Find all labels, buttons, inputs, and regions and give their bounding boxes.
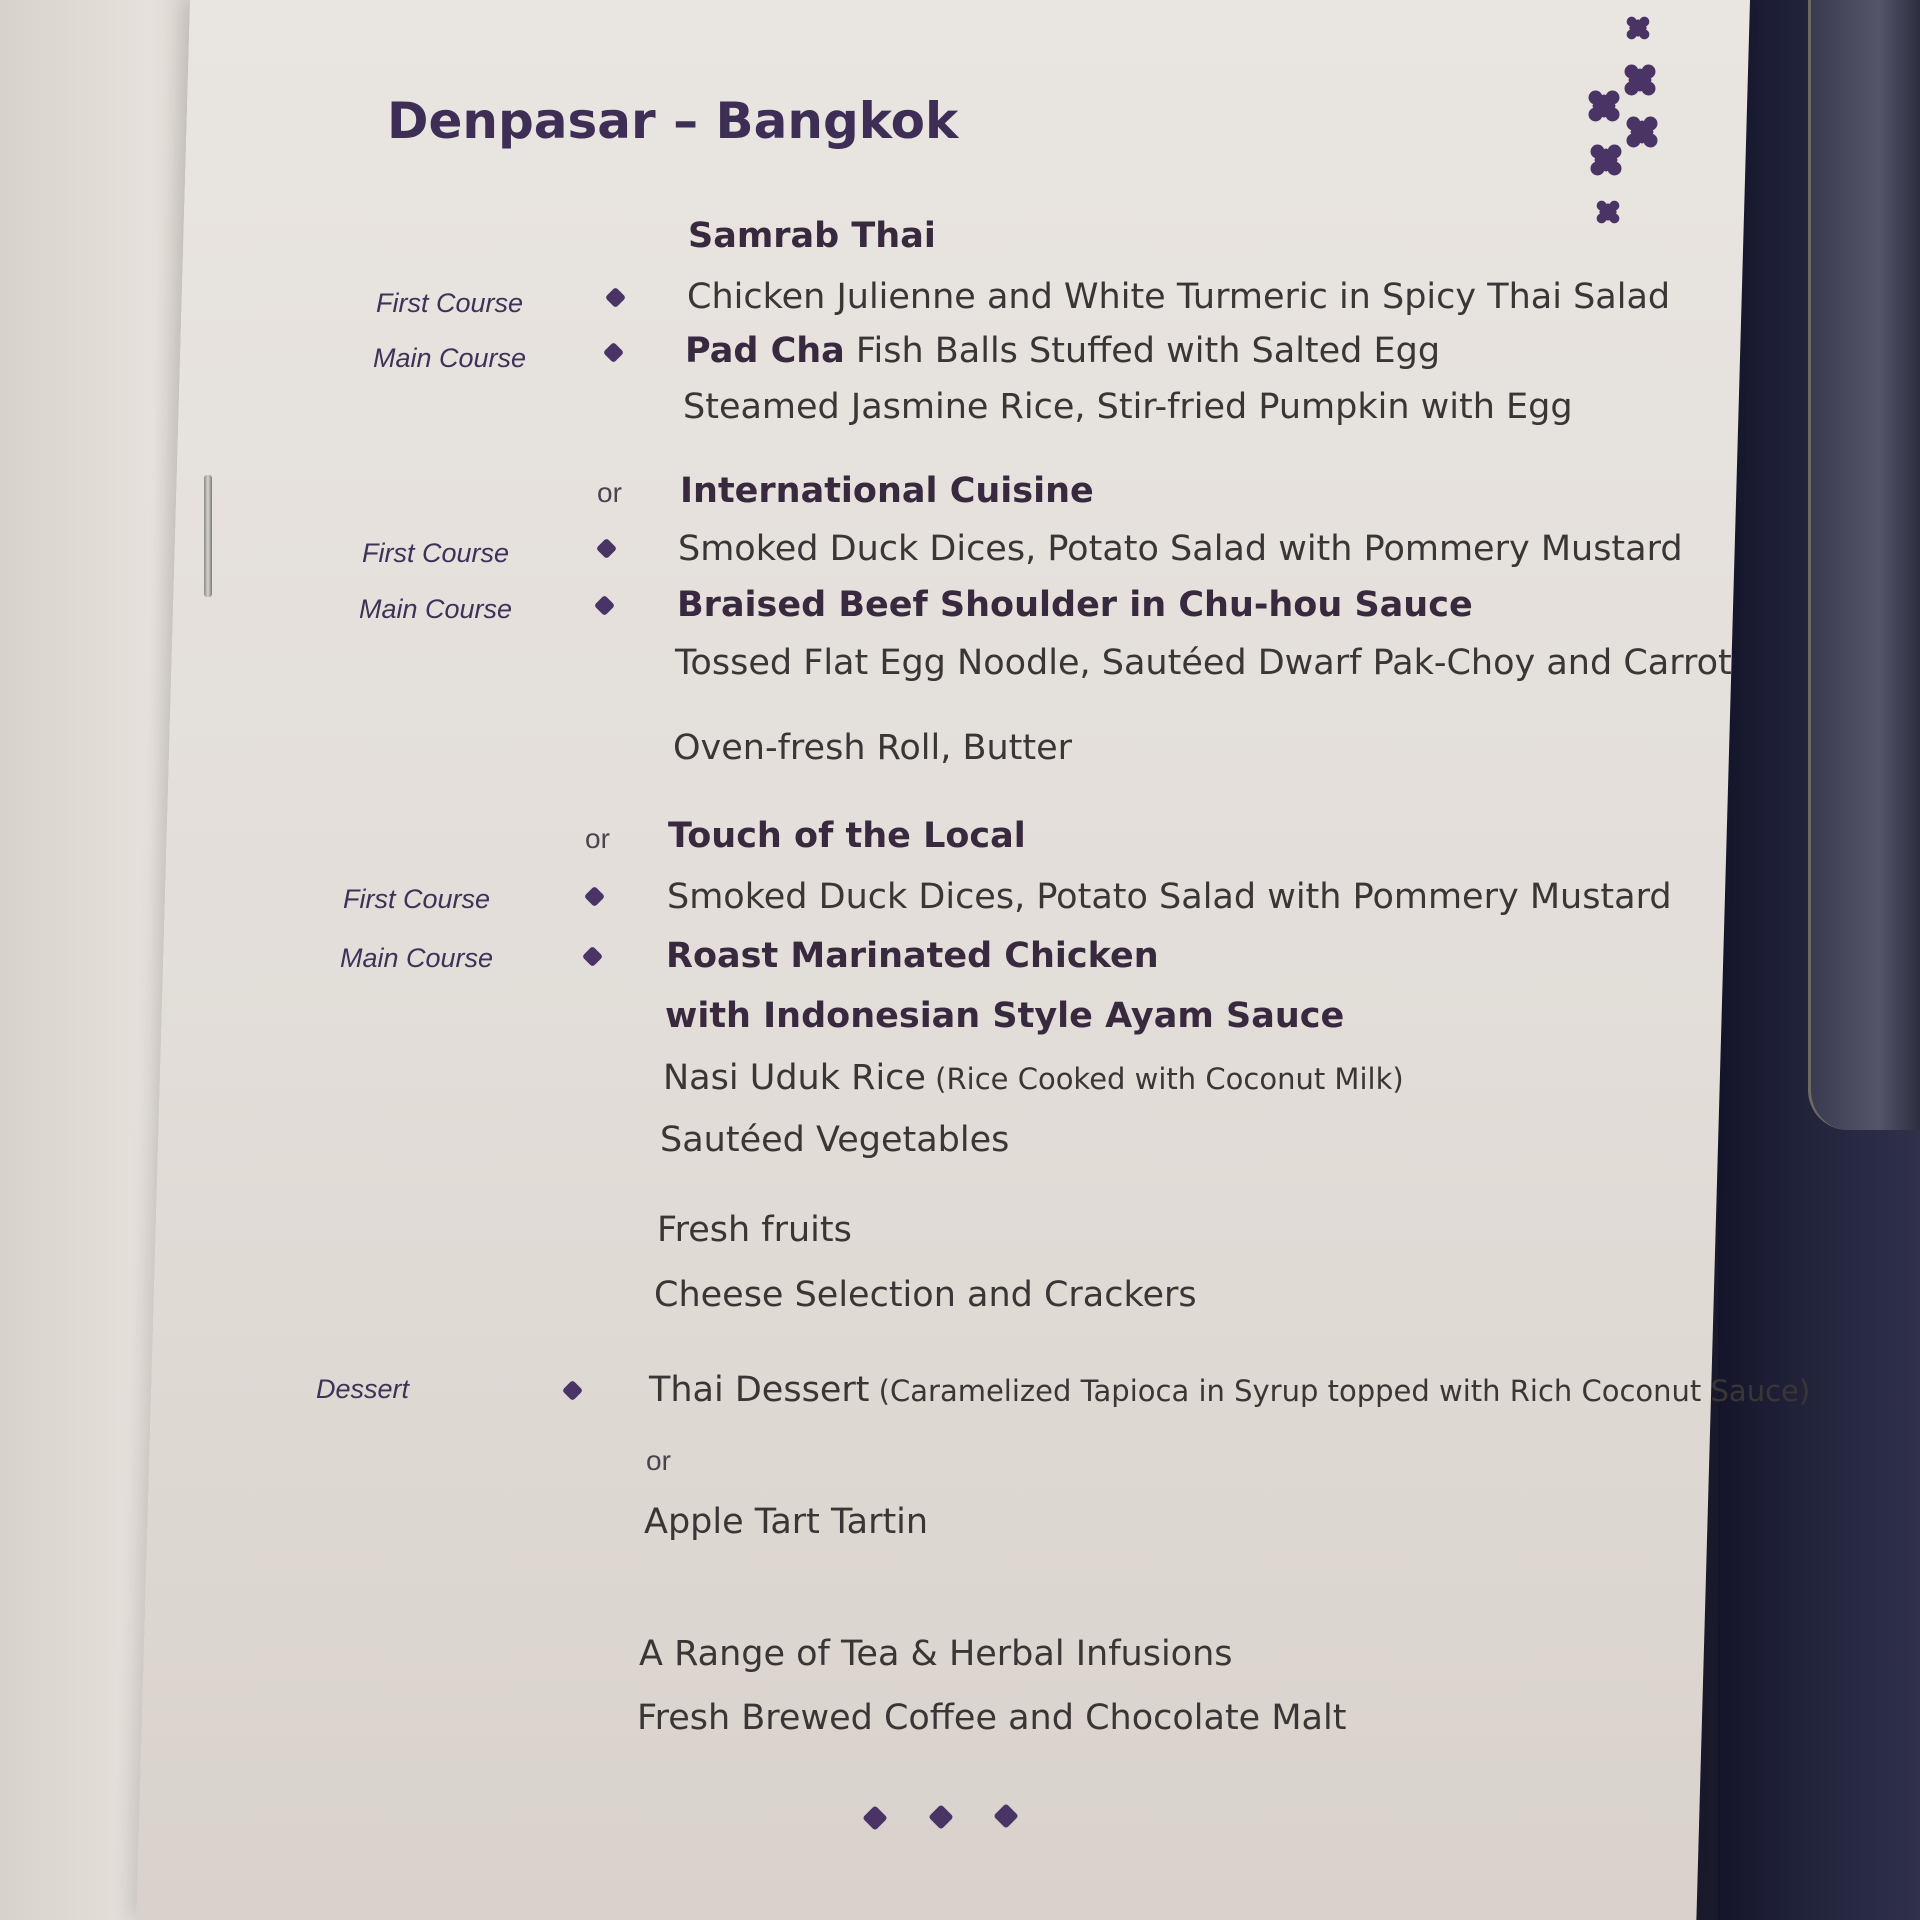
dessert-option bbox=[649, 1370, 1810, 1410]
thai-ornament-icon bbox=[1570, 8, 1680, 233]
first-course-label: First Course bbox=[376, 288, 524, 318]
side-item: Steamed Jasmine Rice, Stir-fried Pumpkin with Egg bbox=[683, 387, 1573, 427]
purple-flower-icon bbox=[603, 342, 624, 363]
or-separator: or bbox=[646, 1445, 671, 1476]
section-heading-touch-of-the-local: Touch of the Local bbox=[668, 816, 1026, 856]
main-course-name: Pad Cha bbox=[685, 331, 845, 371]
first-course-label: First Course bbox=[362, 538, 510, 568]
purple-flower-icon bbox=[582, 946, 603, 967]
staple bbox=[204, 475, 212, 597]
section-heading-international-cuisine: International Cuisine bbox=[680, 471, 1094, 511]
extra-item: Fresh fruits bbox=[657, 1210, 852, 1250]
first-course-label: First Course bbox=[343, 884, 491, 914]
section-heading-samrab-thai: Samrab Thai bbox=[688, 216, 936, 256]
seat-edge bbox=[1808, 0, 1920, 1130]
purple-flower-icon bbox=[562, 1380, 583, 1401]
main-course-label: Main Course bbox=[340, 943, 494, 973]
or-separator: or bbox=[597, 477, 622, 508]
first-course-item: Smoked Duck Dices, Potato Salad with Pommery Mustard bbox=[678, 529, 1683, 569]
dessert-option: Apple Tart Tartin bbox=[644, 1502, 929, 1542]
main-course-label: Main Course bbox=[359, 594, 513, 624]
bread-item: Oven-fresh Roll, Butter bbox=[673, 728, 1073, 768]
dessert-note: (Caramelized Tapioca in Syrup topped with Rich Coconut Sauce) bbox=[869, 1374, 1811, 1408]
dessert-name: Thai Dessert bbox=[649, 1370, 870, 1410]
main-course-label: Main Course bbox=[373, 343, 527, 373]
side-item-name: Nasi Uduk Rice bbox=[663, 1058, 926, 1098]
main-course-item: Braised Beef Shoulder in Chu-hou Sauce bbox=[677, 585, 1473, 625]
purple-flower-icon bbox=[596, 538, 617, 559]
side-item-note: (Rice Cooked with Coconut Milk) bbox=[925, 1062, 1404, 1096]
dessert-label: Dessert bbox=[316, 1374, 410, 1404]
main-course-desc: Fish Balls Stuffed with Salted Egg bbox=[844, 331, 1441, 371]
purple-flower-icon bbox=[605, 287, 626, 308]
first-course-item: Smoked Duck Dices, Potato Salad with Pommery Mustard bbox=[667, 877, 1672, 917]
extra-item: Cheese Selection and Crackers bbox=[654, 1275, 1197, 1315]
side-item bbox=[663, 1058, 1404, 1098]
side-item: Sautéed Vegetables bbox=[660, 1120, 1010, 1160]
main-course-item-line1: Roast Marinated Chicken bbox=[666, 936, 1159, 976]
main-course-item-line2: with Indonesian Style Ayam Sauce bbox=[665, 996, 1345, 1036]
menu-title: Denpasar – Bangkok bbox=[387, 92, 959, 150]
side-item: Tossed Flat Egg Noodle, Sautéed Dwarf Pak-Choy and Carrot bbox=[675, 643, 1732, 683]
first-course-item: Chicken Julienne and White Turmeric in Spicy Thai Salad bbox=[687, 277, 1671, 317]
purple-flower-icon bbox=[584, 886, 605, 907]
purple-flower-icon bbox=[594, 595, 615, 616]
or-separator: or bbox=[585, 823, 610, 854]
beverage-item: Fresh Brewed Coffee and Chocolate Malt bbox=[637, 1698, 1347, 1738]
main-course-item bbox=[685, 331, 1440, 371]
beverage-item: A Range of Tea & Herbal Infusions bbox=[639, 1634, 1233, 1674]
